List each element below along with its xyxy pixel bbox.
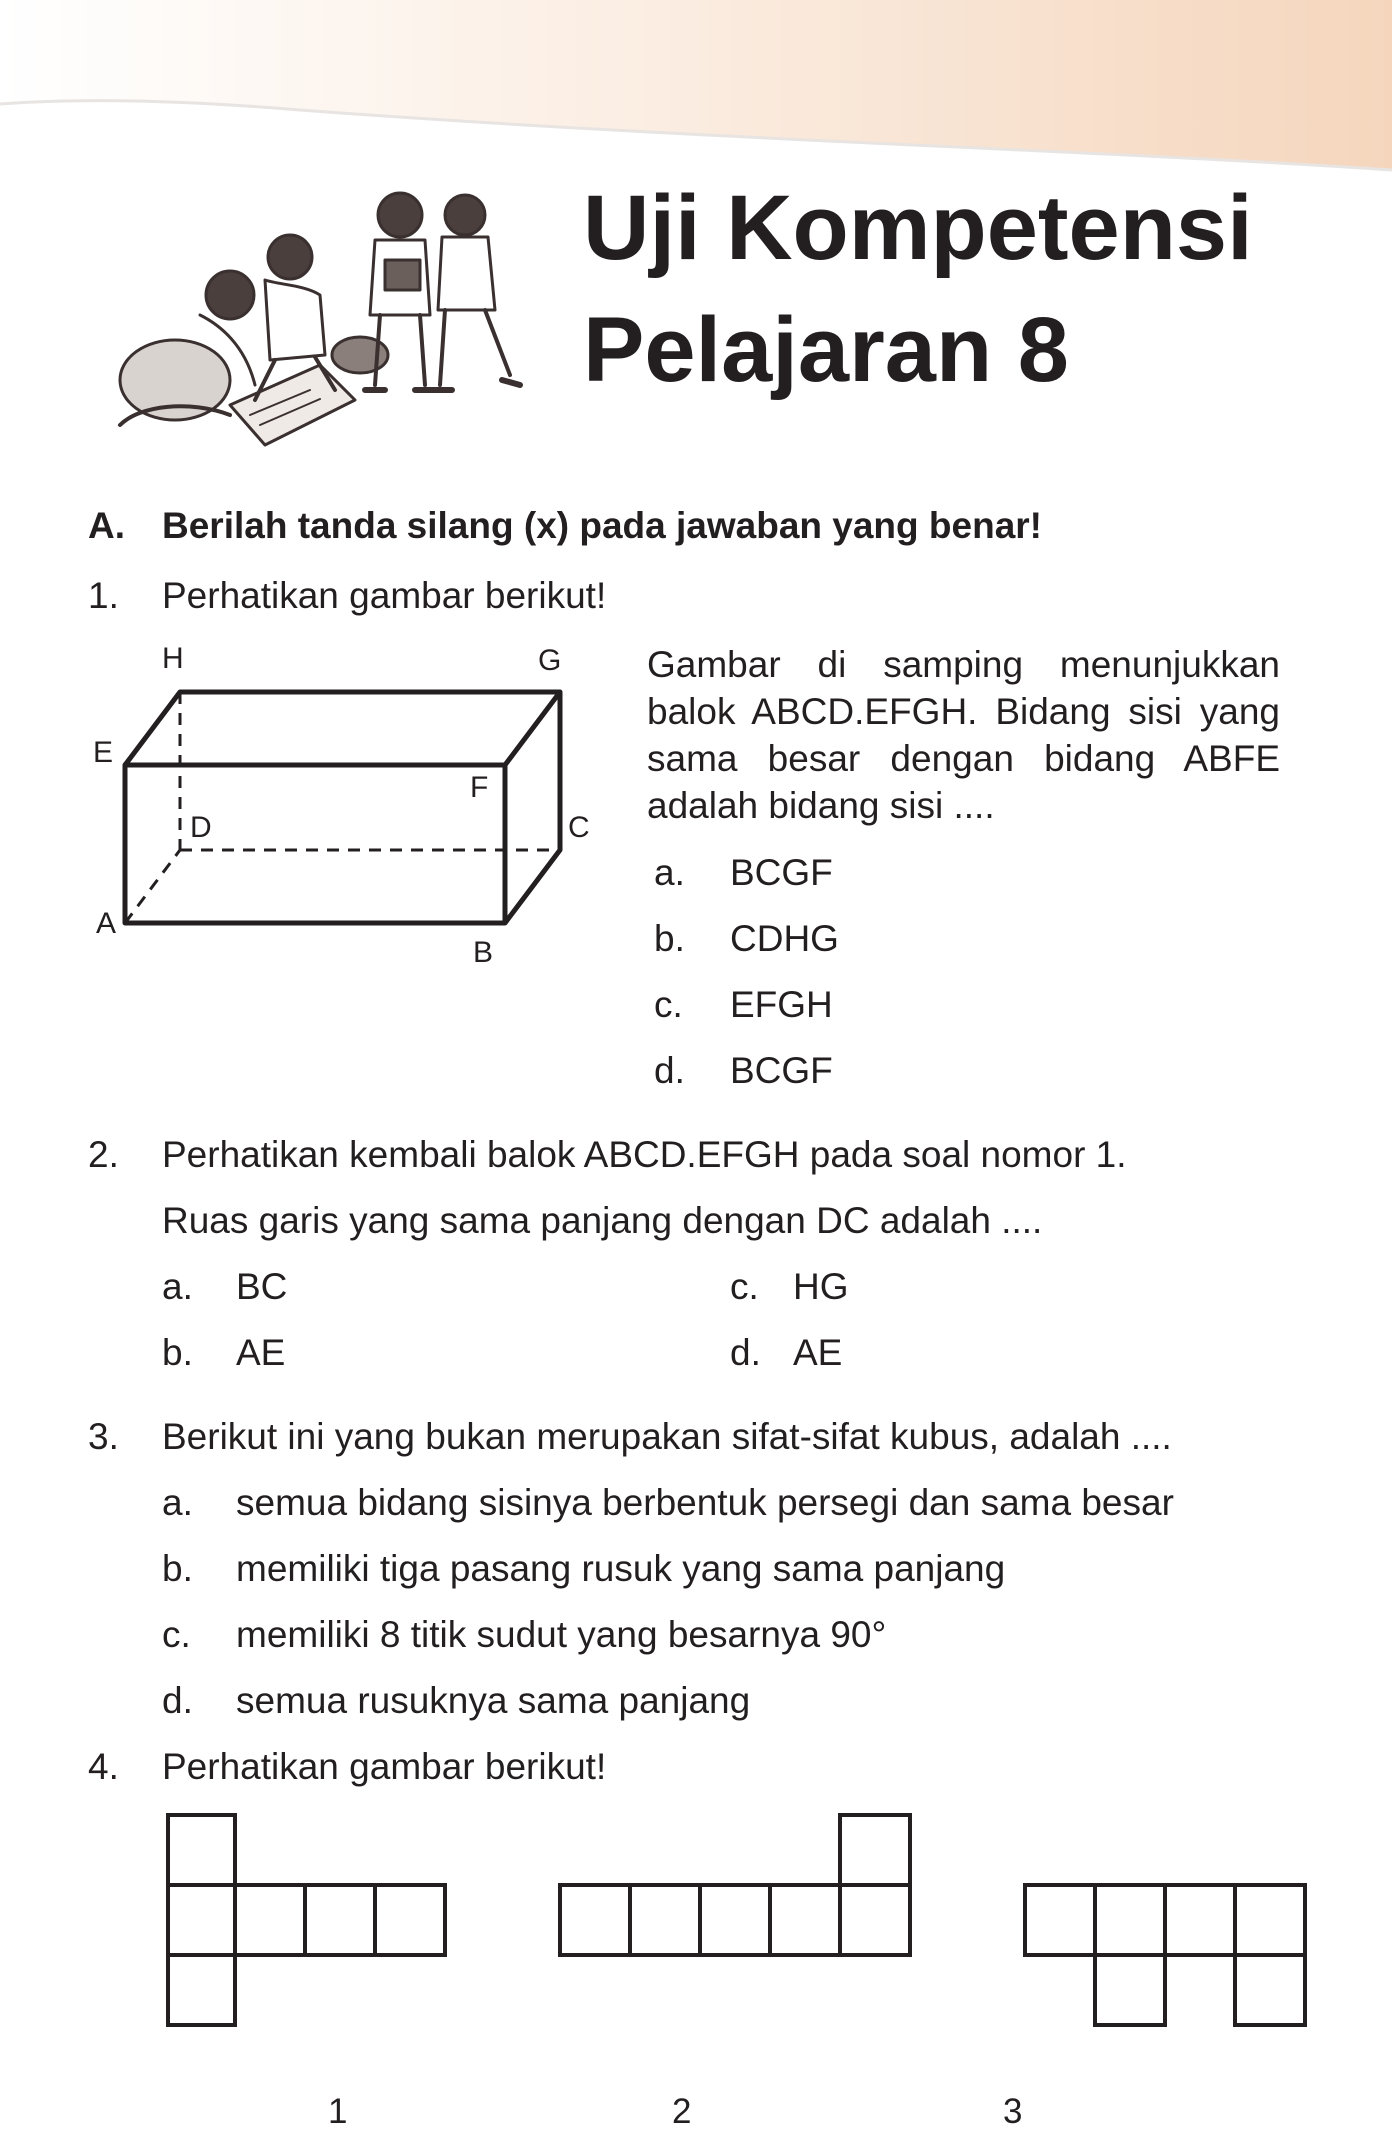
question-text: Perhatikan kembali balok ABCD.EFGH pada soal nomor 1.	[162, 1134, 1127, 1175]
students-reading-illustration	[80, 185, 550, 455]
vertex-label-d: D	[190, 811, 212, 844]
question-description-line: adalah bidang sisi ....	[647, 785, 995, 826]
option-text[interactable]: BCGF	[730, 852, 833, 893]
cube-net-1	[168, 1815, 445, 2025]
question-text: Berikut ini yang bukan merupakan sifat-sifat kubus, adalah ....	[162, 1416, 1172, 1457]
option-text[interactable]: CDHG	[730, 918, 839, 959]
cuboid-figure	[90, 640, 610, 970]
cube-net-2	[560, 1815, 910, 1955]
option-letter[interactable]: a.	[654, 852, 685, 893]
net-label-2: 2	[672, 2092, 692, 2131]
option-text[interactable]: semua rusuknya sama panjang	[236, 1680, 751, 1721]
question-number: 1.	[88, 575, 119, 616]
question-text: Perhatikan gambar berikut!	[162, 575, 607, 616]
option-text[interactable]: AE	[236, 1332, 286, 1373]
page-title-line2: Pelajaran 8	[583, 299, 1069, 401]
option-letter[interactable]: c.	[730, 1266, 759, 1307]
option-letter[interactable]: c.	[654, 984, 683, 1025]
option-text[interactable]: BCGF	[730, 1050, 833, 1091]
option-letter[interactable]: b.	[654, 918, 685, 959]
option-letter[interactable]: b.	[162, 1548, 193, 1589]
option-letter[interactable]: a.	[162, 1482, 193, 1523]
net-label-3: 3	[1003, 2092, 1023, 2131]
option-text[interactable]: HG	[793, 1266, 849, 1307]
option-text[interactable]: EFGH	[730, 984, 833, 1025]
net-label-1: 1	[328, 2092, 348, 2131]
vertex-label-h: H	[162, 642, 184, 675]
option-text[interactable]: memiliki tiga pasang rusuk yang sama panjang	[236, 1548, 1006, 1589]
option-text[interactable]: memiliki 8 titik sudut yang besarnya 90°	[236, 1614, 887, 1655]
option-letter[interactable]: c.	[162, 1614, 191, 1655]
option-text[interactable]: BC	[236, 1266, 288, 1307]
cuboid-front-face	[125, 765, 505, 923]
question-number: 3.	[88, 1416, 119, 1457]
question-description-line: Gambar di samping menunjukkan	[647, 644, 1280, 685]
vertex-label-g: G	[538, 644, 562, 677]
vertex-label-f: F	[470, 771, 489, 804]
vertex-label-c: C	[568, 811, 590, 844]
page-title-line1: Uji Kompetensi	[583, 177, 1253, 279]
option-letter[interactable]: d.	[162, 1680, 193, 1721]
question-text: Perhatikan gambar berikut!	[162, 1746, 607, 1787]
option-text[interactable]: semua bidang sisinya berbentuk persegi dan sama besar	[236, 1482, 1174, 1523]
question-number: 4.	[88, 1746, 119, 1787]
vertex-label-a: A	[96, 907, 117, 940]
question-description-line: balok ABCD.EFGH. Bidang sisi yang	[647, 691, 1280, 732]
vertex-label-b: B	[473, 936, 494, 969]
option-letter[interactable]: d.	[654, 1050, 685, 1091]
header-banner	[0, 0, 1392, 180]
option-letter[interactable]: b.	[162, 1332, 193, 1373]
cuboid-top-face	[125, 692, 560, 765]
section-letter: A.	[88, 505, 125, 546]
question-number: 2.	[88, 1134, 119, 1175]
section-instruction: Berilah tanda silang (x) pada jawaban yang benar!	[162, 505, 1042, 546]
cuboid-hidden-edge-ad	[125, 850, 180, 923]
option-letter[interactable]: d.	[730, 1332, 761, 1373]
option-letter[interactable]: a.	[162, 1266, 193, 1307]
option-text[interactable]: AE	[793, 1332, 843, 1373]
vertex-label-e: E	[93, 736, 114, 769]
question-text: Ruas garis yang sama panjang dengan DC adalah ....	[162, 1200, 1043, 1241]
cube-net-3	[1025, 1885, 1305, 2025]
question-description-line: sama besar dengan bidang ABFE	[647, 738, 1280, 779]
cube-nets-figure	[150, 1800, 1330, 2050]
